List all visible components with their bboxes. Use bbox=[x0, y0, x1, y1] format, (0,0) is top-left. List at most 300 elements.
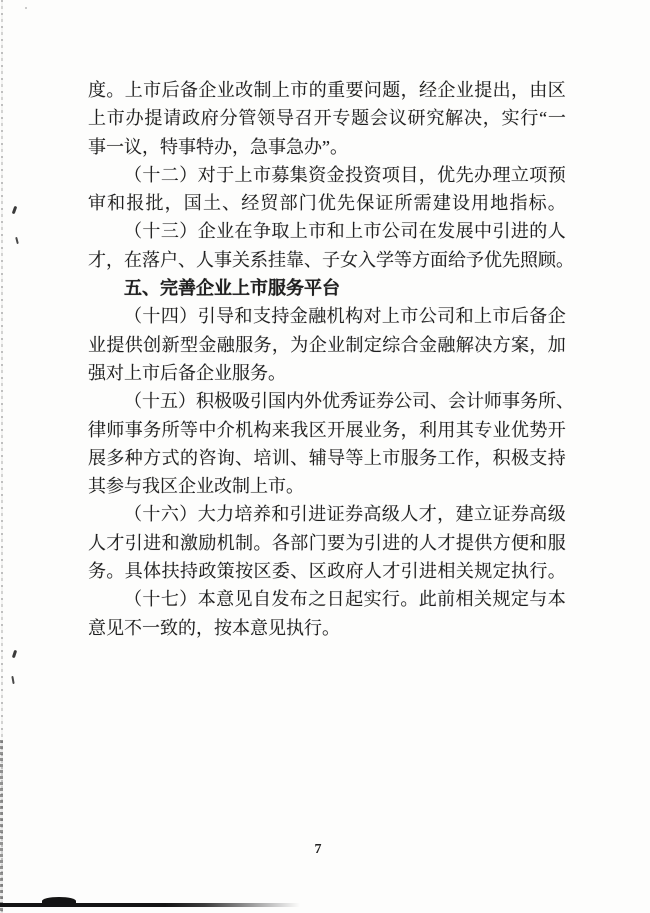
glyph: 三 bbox=[160, 221, 179, 242]
glyph: 业 bbox=[88, 334, 106, 355]
glyph: 七 bbox=[160, 589, 179, 610]
glyph: 人 bbox=[363, 561, 382, 582]
glyph: 府 bbox=[345, 561, 364, 582]
glyph: 吸 bbox=[232, 391, 250, 412]
glyph: 题 bbox=[351, 108, 370, 129]
glyph: 备 bbox=[179, 80, 198, 100]
glyph: 级 bbox=[547, 504, 566, 525]
glyph: 开 bbox=[547, 419, 566, 440]
glyph: 支 bbox=[252, 306, 271, 327]
glyph: 开 bbox=[313, 108, 332, 129]
glyph: 建 bbox=[432, 193, 451, 214]
glyph: 研 bbox=[407, 108, 426, 129]
glyph: 出 bbox=[492, 80, 511, 100]
glyph: 上 bbox=[363, 447, 382, 468]
glyph: 激 bbox=[179, 532, 198, 553]
glyph: 公 bbox=[381, 221, 400, 242]
glyph: 起 bbox=[345, 589, 364, 610]
glyph: 持 bbox=[179, 561, 198, 582]
glyph: 工 bbox=[437, 447, 456, 468]
glyph: 和 bbox=[529, 532, 548, 553]
glyph: 理 bbox=[492, 164, 511, 185]
glyph: 我 bbox=[290, 419, 309, 440]
glyph: 、 bbox=[178, 249, 196, 270]
document-line bbox=[88, 302, 566, 330]
glyph: 励 bbox=[198, 532, 217, 553]
glyph: 务 bbox=[382, 419, 401, 440]
glyph: 区 bbox=[308, 561, 327, 582]
glyph: 贸 bbox=[260, 193, 279, 214]
glyph: 服 bbox=[235, 334, 254, 355]
glyph: 合 bbox=[400, 334, 419, 355]
glyph: 型 bbox=[179, 334, 198, 355]
glyph: 集 bbox=[289, 164, 308, 185]
glyph: 指 bbox=[509, 193, 528, 214]
glyph: 度 bbox=[88, 80, 106, 100]
glyph: 会 bbox=[369, 108, 388, 129]
glyph: 引 bbox=[124, 532, 143, 553]
glyph: 的 bbox=[529, 221, 548, 242]
glyph: 决 bbox=[474, 334, 493, 355]
glyph: 机 bbox=[326, 306, 345, 327]
glyph: 企 bbox=[437, 80, 456, 100]
glyph: 进 bbox=[382, 532, 401, 553]
glyph: 才 bbox=[88, 249, 106, 270]
glyph: 、 bbox=[304, 249, 322, 270]
glyph: 扶 bbox=[161, 561, 180, 582]
glyph: 积 bbox=[196, 391, 214, 412]
glyph: 改 bbox=[235, 80, 254, 100]
glyph: 四 bbox=[160, 306, 179, 327]
glyph: 企 bbox=[197, 221, 216, 242]
glyph: 国 bbox=[183, 193, 202, 214]
glyph: 务 bbox=[88, 561, 106, 582]
glyph: （ bbox=[124, 306, 142, 327]
glyph: 融 bbox=[216, 334, 235, 355]
glyph: 照 bbox=[520, 249, 538, 270]
glyph: 体 bbox=[143, 561, 162, 582]
glyph: 证 bbox=[358, 391, 376, 412]
glyph: 一 bbox=[547, 108, 566, 129]
glyph: 发 bbox=[271, 589, 290, 610]
glyph: 引 bbox=[197, 306, 216, 327]
ink-speck bbox=[12, 206, 18, 215]
glyph: 题 bbox=[382, 80, 401, 100]
glyph: 介 bbox=[216, 419, 235, 440]
glyph: 部 bbox=[290, 532, 309, 553]
glyph: 养 bbox=[252, 504, 271, 525]
glyph: 进 bbox=[308, 504, 327, 525]
glyph: 予 bbox=[466, 249, 484, 270]
glyph: 上 bbox=[271, 80, 290, 100]
glyph: 给 bbox=[448, 249, 466, 270]
glyph: 经 bbox=[419, 80, 438, 100]
glyph: 和 bbox=[107, 193, 126, 214]
glyph: 自 bbox=[252, 589, 271, 610]
glyph: 相 bbox=[455, 589, 474, 610]
glyph: 领 bbox=[257, 108, 276, 129]
glyph: “ bbox=[539, 108, 548, 129]
glyph: 引 bbox=[400, 561, 419, 582]
glyph: 优 bbox=[510, 419, 529, 440]
glyph: 展 bbox=[88, 447, 106, 468]
glyph: 等 bbox=[345, 447, 364, 468]
glyph: 人 bbox=[196, 249, 214, 270]
glyph: 布 bbox=[289, 589, 308, 610]
document-body bbox=[88, 76, 574, 642]
glyph: 市 bbox=[382, 447, 401, 468]
glyph: 意 bbox=[216, 589, 235, 610]
glyph: 保 bbox=[356, 193, 375, 214]
glyph: 和 bbox=[326, 221, 345, 242]
glyph: 批 bbox=[145, 193, 164, 214]
glyph: 。 bbox=[400, 589, 419, 610]
glyph: 为 bbox=[345, 532, 364, 553]
glyph: （ bbox=[124, 504, 142, 525]
glyph: 业 bbox=[216, 80, 235, 100]
glyph: 企 bbox=[308, 334, 327, 355]
glyph: 政 bbox=[327, 561, 346, 582]
glyph: 制 bbox=[345, 334, 364, 355]
glyph: 建 bbox=[455, 504, 474, 525]
glyph: 培 bbox=[234, 504, 253, 525]
glyph: 导 bbox=[327, 447, 346, 468]
glyph: 十 bbox=[142, 391, 160, 412]
document-line bbox=[88, 557, 566, 585]
glyph: 引 bbox=[289, 504, 308, 525]
glyph: 便 bbox=[510, 532, 529, 553]
glyph: 构 bbox=[345, 306, 364, 327]
glyph: 训 bbox=[271, 447, 290, 468]
glyph: （ bbox=[124, 391, 142, 412]
glyph: 方 bbox=[492, 532, 511, 553]
glyph: 入 bbox=[358, 249, 376, 270]
scan-edge-artifact-dark bbox=[0, 740, 3, 913]
glyph: 高 bbox=[529, 504, 548, 525]
glyph: ， bbox=[474, 447, 493, 468]
glyph: 户 bbox=[160, 249, 178, 270]
glyph: 定 bbox=[510, 589, 529, 610]
glyph: 投 bbox=[345, 164, 364, 185]
glyph: 优 bbox=[484, 249, 502, 270]
glyph: 市 bbox=[106, 108, 125, 129]
glyph: 市 bbox=[252, 164, 271, 185]
glyph: 制 bbox=[253, 80, 272, 100]
glyph: 、 bbox=[222, 193, 241, 214]
glyph: 行 bbox=[381, 589, 400, 610]
glyph: 大 bbox=[197, 504, 216, 525]
document-line bbox=[88, 416, 566, 444]
glyph: 行 bbox=[520, 108, 539, 129]
glyph: 引 bbox=[363, 532, 382, 553]
document-line bbox=[88, 104, 566, 132]
glyph: 按 bbox=[235, 561, 254, 582]
glyph: 部 bbox=[279, 193, 298, 214]
glyph: 券 bbox=[345, 504, 364, 525]
glyph: 机 bbox=[235, 419, 254, 440]
glyph: ， bbox=[271, 334, 290, 355]
glyph: 创 bbox=[143, 334, 162, 355]
glyph: 定 bbox=[363, 334, 382, 355]
glyph: 提 bbox=[474, 80, 493, 100]
glyph: 预 bbox=[547, 164, 566, 185]
glyph: 机 bbox=[216, 532, 235, 553]
glyph: 案 bbox=[510, 334, 529, 355]
glyph: 来 bbox=[271, 419, 290, 440]
glyph: 提 bbox=[106, 334, 125, 355]
glyph: 土 bbox=[202, 193, 221, 214]
glyph: 前 bbox=[437, 589, 456, 610]
glyph: 务 bbox=[520, 391, 538, 412]
glyph: 此 bbox=[418, 589, 437, 610]
glyph: 业 bbox=[216, 221, 235, 242]
glyph: 十 bbox=[142, 164, 161, 185]
glyph: 作 bbox=[455, 447, 474, 468]
glyph: 事 bbox=[124, 419, 143, 440]
document-line bbox=[88, 529, 566, 557]
glyph: 金 bbox=[198, 334, 217, 355]
glyph: 式 bbox=[161, 447, 180, 468]
glyph: 优 bbox=[437, 164, 456, 185]
glyph: 律 bbox=[88, 419, 106, 440]
glyph: 上 bbox=[124, 80, 143, 100]
document-line: 其参与我区企业改制上市。 bbox=[88, 476, 304, 497]
glyph: 在 bbox=[234, 221, 253, 242]
glyph: 立 bbox=[510, 164, 529, 185]
glyph: 秀 bbox=[340, 391, 358, 412]
glyph: 定 bbox=[492, 561, 511, 582]
glyph: 门 bbox=[298, 193, 317, 214]
ink-speck bbox=[12, 650, 17, 659]
glyph: 进 bbox=[419, 561, 438, 582]
glyph: 务 bbox=[253, 334, 272, 355]
document-line bbox=[88, 246, 574, 274]
glyph: 后 bbox=[510, 306, 529, 327]
glyph: （ bbox=[124, 221, 142, 242]
glyph: 关 bbox=[474, 589, 493, 610]
glyph: ） bbox=[179, 221, 198, 242]
glyph: 见 bbox=[234, 589, 253, 610]
glyph: 极 bbox=[214, 391, 232, 412]
glyph: 咨 bbox=[198, 447, 217, 468]
glyph: 策 bbox=[216, 561, 235, 582]
glyph: 在 bbox=[418, 221, 437, 242]
glyph: 展 bbox=[345, 419, 364, 440]
glyph: 本 bbox=[197, 589, 216, 610]
glyph: 区 bbox=[308, 419, 327, 440]
glyph: 五 bbox=[160, 391, 178, 412]
glyph: 券 bbox=[376, 391, 394, 412]
glyph: 上 bbox=[289, 221, 308, 242]
glyph: 事 bbox=[502, 391, 520, 412]
glyph: 重 bbox=[327, 80, 346, 100]
glyph: 目 bbox=[400, 164, 419, 185]
glyph: 方 bbox=[492, 334, 511, 355]
glyph: 人 bbox=[547, 221, 566, 242]
glyph: 用 bbox=[471, 193, 490, 214]
glyph: 导 bbox=[275, 108, 294, 129]
glyph: 、 bbox=[235, 447, 254, 468]
glyph: 管 bbox=[238, 108, 257, 129]
glyph: 提 bbox=[455, 532, 474, 553]
glyph: 师 bbox=[106, 419, 125, 440]
glyph: ） bbox=[179, 306, 198, 327]
glyph: 支 bbox=[529, 447, 548, 468]
glyph: 备 bbox=[529, 306, 548, 327]
glyph: ， bbox=[400, 419, 419, 440]
glyph: 请 bbox=[163, 108, 182, 129]
glyph: 办 bbox=[474, 164, 493, 185]
glyph: 系 bbox=[250, 249, 268, 270]
glyph: 加 bbox=[547, 334, 566, 355]
glyph: 募 bbox=[271, 164, 290, 185]
glyph: 优 bbox=[322, 391, 340, 412]
glyph: 各 bbox=[271, 532, 290, 553]
page-number: 7 bbox=[314, 842, 322, 857]
document-line bbox=[88, 331, 566, 359]
glyph: 积 bbox=[492, 447, 511, 468]
glyph: 问 bbox=[363, 80, 382, 100]
glyph: 标 bbox=[528, 193, 547, 214]
glyph: （ bbox=[124, 164, 142, 185]
glyph: 日 bbox=[326, 589, 345, 610]
glyph: 门 bbox=[308, 532, 327, 553]
glyph: 等 bbox=[394, 249, 412, 270]
glyph: 极 bbox=[510, 447, 529, 468]
glyph: 业 bbox=[327, 334, 346, 355]
glyph: 培 bbox=[253, 447, 272, 468]
ink-speck bbox=[15, 237, 19, 244]
glyph: 才 bbox=[382, 561, 401, 582]
glyph: ） bbox=[179, 504, 198, 525]
glyph: 服 bbox=[400, 447, 419, 468]
glyph: 多 bbox=[106, 447, 125, 468]
glyph: 关 bbox=[455, 561, 474, 582]
glyph: 计 bbox=[466, 391, 484, 412]
glyph: 关 bbox=[232, 249, 250, 270]
glyph: 市 bbox=[143, 80, 162, 100]
glyph: 企 bbox=[547, 306, 566, 327]
glyph: 议 bbox=[388, 108, 407, 129]
glyph: 供 bbox=[474, 532, 493, 553]
glyph: 利 bbox=[419, 419, 438, 440]
glyph: 才 bbox=[437, 532, 456, 553]
glyph: 企 bbox=[198, 80, 217, 100]
glyph: 。 bbox=[556, 249, 574, 270]
glyph: （ bbox=[124, 589, 142, 610]
document-line bbox=[88, 217, 566, 245]
glyph: 业 bbox=[363, 419, 382, 440]
section-heading: 五、完善企业上市服务平台 bbox=[124, 278, 340, 299]
glyph: 构 bbox=[253, 419, 272, 440]
glyph: 事 bbox=[214, 249, 232, 270]
glyph: 司 bbox=[400, 221, 419, 242]
ink-speck bbox=[25, 7, 27, 9]
glyph: 市 bbox=[492, 306, 511, 327]
glyph: 才 bbox=[106, 532, 125, 553]
glyph: 和 bbox=[234, 306, 253, 327]
glyph: 项 bbox=[529, 164, 548, 185]
document-line bbox=[88, 161, 566, 189]
glyph: 开 bbox=[327, 419, 346, 440]
glyph: 用 bbox=[437, 419, 456, 440]
glyph: 规 bbox=[492, 589, 511, 610]
glyph: 金 bbox=[326, 164, 345, 185]
glyph: 市 bbox=[400, 306, 419, 327]
glyph: 引 bbox=[492, 221, 511, 242]
glyph: 证 bbox=[326, 504, 345, 525]
glyph: 中 bbox=[198, 419, 217, 440]
glyph: 资 bbox=[308, 164, 327, 185]
glyph: 究 bbox=[426, 108, 445, 129]
glyph: 内 bbox=[286, 391, 304, 412]
glyph: 实 bbox=[501, 108, 520, 129]
glyph: 政 bbox=[181, 108, 200, 129]
glyph: 在 bbox=[124, 249, 142, 270]
glyph: 持 bbox=[547, 447, 566, 468]
glyph: 、 bbox=[290, 447, 309, 468]
glyph: 券 bbox=[510, 504, 529, 525]
glyph: 力 bbox=[216, 504, 235, 525]
glyph: 行 bbox=[529, 561, 548, 582]
glyph: 势 bbox=[529, 419, 548, 440]
glyph: 二 bbox=[160, 164, 179, 185]
glyph: 供 bbox=[124, 334, 143, 355]
glyph: 融 bbox=[308, 306, 327, 327]
glyph: 相 bbox=[437, 561, 456, 582]
glyph: 种 bbox=[124, 447, 143, 468]
glyph: 市 bbox=[308, 221, 327, 242]
glyph: 进 bbox=[143, 532, 162, 553]
glyph: 召 bbox=[294, 108, 313, 129]
glyph: 于 bbox=[216, 164, 235, 185]
document-line bbox=[88, 76, 566, 104]
glyph: 决 bbox=[463, 108, 482, 129]
glyph: ， bbox=[106, 249, 124, 270]
glyph: 公 bbox=[418, 306, 437, 327]
glyph: 司 bbox=[412, 391, 430, 412]
glyph: 立 bbox=[474, 504, 493, 525]
glyph: 综 bbox=[382, 334, 401, 355]
glyph: 设 bbox=[451, 193, 470, 214]
glyph: 执 bbox=[510, 561, 529, 582]
glyph: 辅 bbox=[308, 447, 327, 468]
glyph: 业 bbox=[492, 419, 511, 440]
glyph: 进 bbox=[510, 221, 529, 242]
document-line bbox=[88, 585, 566, 613]
glyph: 的 bbox=[179, 447, 198, 468]
glyph: 解 bbox=[455, 334, 474, 355]
glyph: 师 bbox=[484, 391, 502, 412]
glyph: 学 bbox=[376, 249, 394, 270]
glyph: 要 bbox=[345, 80, 364, 100]
glyph: 取 bbox=[271, 221, 290, 242]
glyph: 金 bbox=[419, 334, 438, 355]
glyph: 之 bbox=[308, 589, 327, 610]
glyph: 展 bbox=[455, 221, 474, 242]
glyph: 所 bbox=[538, 391, 556, 412]
glyph: 先 bbox=[455, 164, 474, 185]
glyph: 服 bbox=[547, 532, 566, 553]
glyph: 询 bbox=[216, 447, 235, 468]
glyph: 提 bbox=[144, 108, 163, 129]
glyph: 务 bbox=[143, 419, 162, 440]
glyph: 新 bbox=[161, 334, 180, 355]
glyph: 顾 bbox=[538, 249, 556, 270]
glyph: ， bbox=[529, 334, 548, 355]
document-line bbox=[88, 189, 566, 217]
document-line bbox=[88, 444, 566, 472]
